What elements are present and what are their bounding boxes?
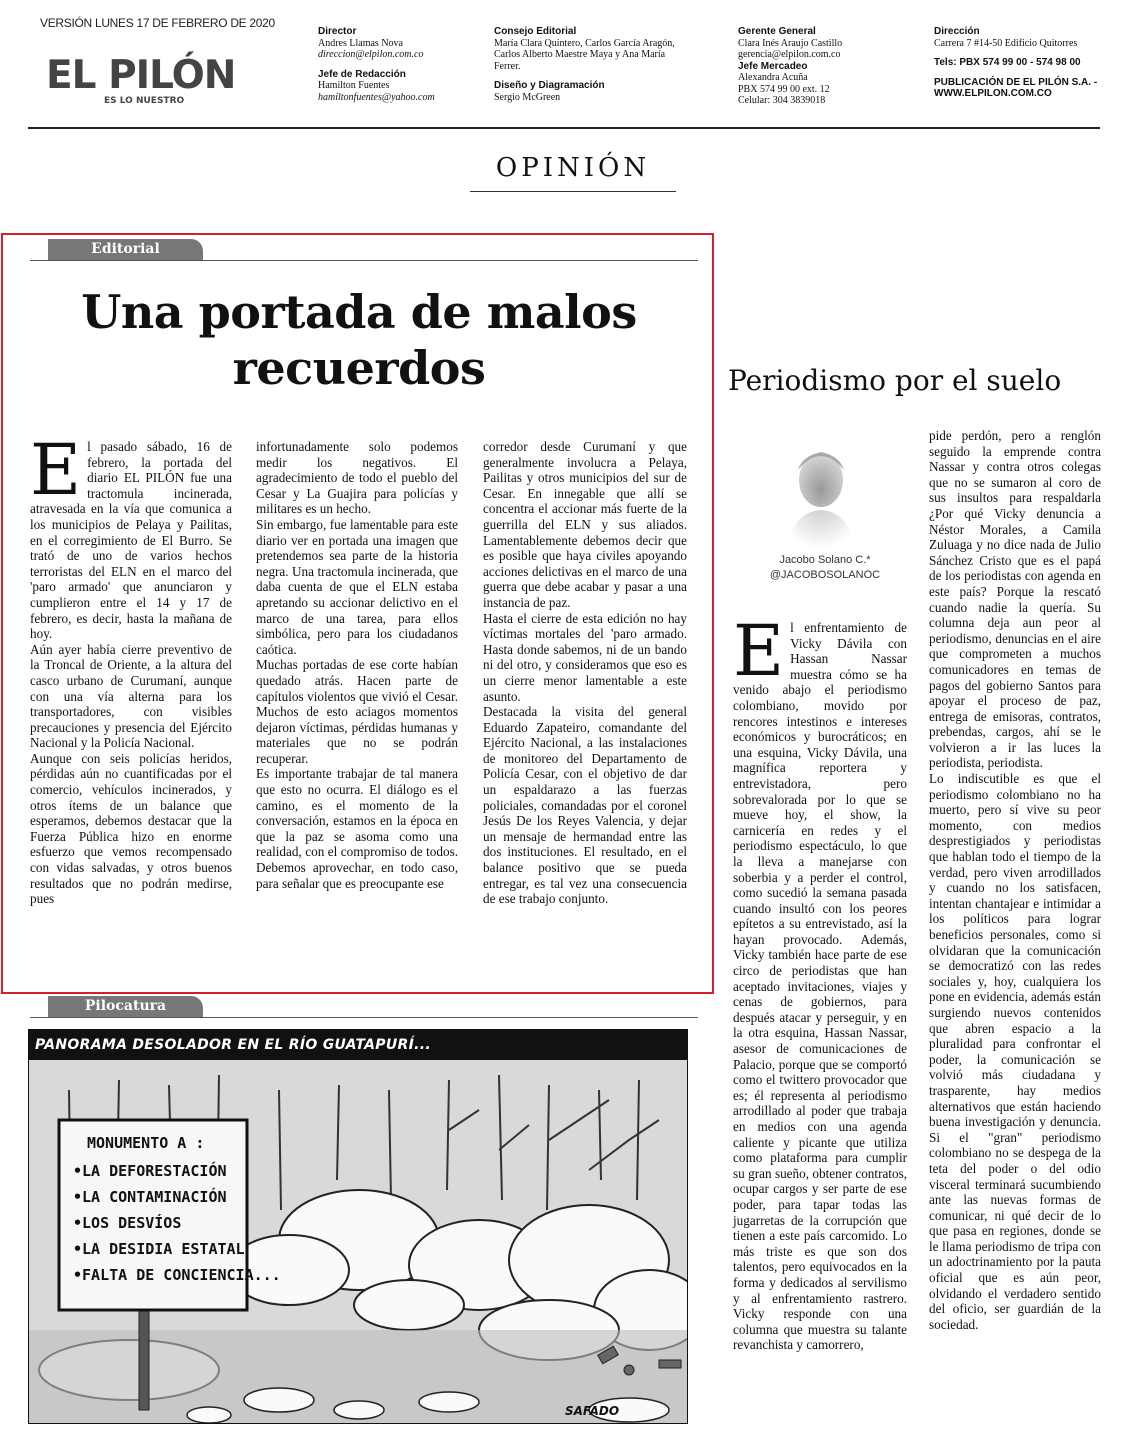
editorial-paragraph: infortunadamente solo podemos medir los negativos. El agradecimiento de todo el pueblo del Cesar y La Guajira para policías y militares es un hecho. xyxy=(256,439,458,517)
editorial-paragraph: Aún ayer había cierre preventivo de la Troncal de Oriente, a la altura del casco urbano de Curumaní, aunque con una vía alterna para los transportadores, con visibles precauciones y presencia del Ejército Nacional y la Policía Nacional. xyxy=(30,641,232,751)
edition-date: VERSIÓN LUNES 17 DE FEBRERO DE 2020 xyxy=(40,16,275,30)
staff-column-consejo xyxy=(494,26,714,103)
editorial-paragraph: l pasado sábado, 16 de febrero, la portada del diario EL PILÓN fue una tractomula incinerada, atravesada en la vía que comunica a los municipios de Pelaya y Pailitas, en el corregimiento de El Burro. Se trató de uno de varios hechos terroristas del ELN en el marco del 'paro armado' que anunciaron y cumplieron entre el 14 y 17 de febrero, es decir, hasta la mañana de hoy. xyxy=(30,439,232,642)
publisher-website: WWW.ELPILON.COM.CO xyxy=(934,88,1052,99)
staff-address: Carrera 7 #14-50 Edificio Quitorres xyxy=(934,37,1078,49)
editorial-cartoon xyxy=(28,1029,688,1424)
editorial-tab: Editorial xyxy=(48,239,203,261)
section-title: OPINIÓN xyxy=(495,153,651,183)
author-photo xyxy=(780,440,862,550)
staff-label: Jefe de Redacción xyxy=(318,68,406,80)
staff-label: Diseño y Diagramación xyxy=(494,80,605,91)
author-twitter-handle: @JACOBOSOLANOC xyxy=(769,569,881,581)
staff-label: Dirección xyxy=(934,26,980,37)
staff-name: María Clara Quintero, Carlos García Aragón, xyxy=(494,37,675,49)
staff-email: direccion@elpilon.com.co xyxy=(318,49,424,60)
staff-phone: Celular: 304 3839018 xyxy=(738,95,826,106)
staff-email: hamiltonfuentes@yahoo.com xyxy=(318,91,435,103)
cartoonist-signature: SAFADO xyxy=(565,1404,620,1418)
masthead-divider xyxy=(28,127,1100,129)
editorial-paragraph: Es importante trabajar de tal manera que esto no ocurra. El diálogo es el camino, es el momento de la conversación, estamos en la época en que la paz se asoma como una realidad, con el compromiso de todos. Debemos aprovechar, en todo caso, para señalar que es preocupante ese xyxy=(256,766,458,891)
staff-phone: Tels: PBX 574 99 00 - 574 98 00 xyxy=(934,57,1081,68)
newspaper-logo: EL PILÓN xyxy=(46,53,236,98)
staff-email: gerencia@elpilon.com.co xyxy=(738,49,841,60)
cartoon-drawing xyxy=(29,1030,688,1424)
staff-name: Alexandra Acuña xyxy=(738,72,808,83)
sign-item: •LA DEFORESTACIÓN xyxy=(73,1162,227,1180)
staff-name: Andres Llamas Nova xyxy=(318,37,403,49)
staff-label: Gerente General xyxy=(738,26,816,37)
cartoon-banner: PANORAMA DESOLADOR EN EL RÍO GUATAPURÍ... xyxy=(29,1030,687,1060)
column-body-1 xyxy=(733,610,907,1353)
column-paragraph: pide perdón, pero a renglón seguido la emprende contra Nassar y contra otros colegas que no se sumaron al coro de sus insultos para respaldarla ¿Por qué Vicky denuncia a Néstor Morales, a Camila Zuluaga y no dice nada de Julio Sánchez Cristo que es el papá de los periodistas con agenda en este país? Porque la rescató cuando nadie la quería. Su columna deja aun peor al periodismo, denuncias en el aire que comprometen a muchos comunicadores en temas de pagos del gobierno Santos para apoyar el proceso de paz, entrega de emisoras, contratos, prebendas, cargos, ahí se le volvieron a ir las luces la periodista, periodista. xyxy=(929,428,1101,771)
staff-name: Hamilton Fuentes xyxy=(318,80,390,91)
editorial-paragraph: corredor desde Curumaní y que generalmente involucra a Pelaya, Pailitas y otros municipios del sur de Cesar. En innegable que allí se concentra el accionar más fuerte de la guerrilla del ELN y sus aliados. Lamentablemente debemos decir que es posible que haya civiles apoyando acciones delictivas en el marco de una guerra que debe acabar y pasar a una instancia de paz. xyxy=(483,439,687,610)
staff-label: Jefe Mercadeo xyxy=(738,60,808,72)
editorial-headline: Una portada de malos recuerdos xyxy=(81,285,637,395)
logo-tagline: ES LO NUESTRO xyxy=(104,96,185,106)
staff-name: Clara Inés Araujo Castillo xyxy=(738,37,843,49)
staff-name: Sergio McGreen xyxy=(494,91,561,103)
column-dropcap: E xyxy=(733,610,785,692)
editorial-paragraph: Muchas portadas de ese corte habían quedado atrás. Hacen parte de capítulos violentos que vivió el Cesar. Muchos de esto aciagos momentos dejaron víctimas, pérdidas humanas y materiales que no se podrán recuperar. xyxy=(256,657,458,766)
staff-name: Ferrer. xyxy=(494,60,521,72)
editorial-paragraph: Sin embargo, fue lamentable para este diario ver en portada una imagen que pretendemos sea parte de la historia negra. Una tractomula incinerada, que daba cuenta de que el ELN estaba apretando su accionar delictivo en el marco de una tarea, para ellos simbólica, pero para los ciudadanos caótica. xyxy=(256,516,458,657)
editorial-paragraph: Aunque con seis policías heridos, pérdidas aún no cuantificadas por el comercio, vehículos incinerados, y otros ítems de un balance que esperamos, debemos destacar que la Fuerza Pública hizo en enorme esfuerzo que vemos recompensado con vidas salvadas, y otros buenos resultados que no podrán medirse, pues xyxy=(30,750,232,907)
sign-item: •LOS DESVÍOS xyxy=(73,1214,182,1232)
publisher-line: PUBLICACIÓN DE EL PILÓN S.A. - xyxy=(934,76,1098,88)
sign-item: •FALTA DE CONCIENCIA... xyxy=(73,1266,281,1284)
column-paragraph: Lo indiscutible es que el periodismo colombiano no ha muerto, pero sí vive su peor momento, con medios desprestigiados y periodistas que hablan todo el tiempo de la verdad, pero viven arrodillados y cuando no los satisfacen, intentan chantajear e intimidar a los políticos para lograr beneficios personales, como si olvidaran que la comunicación se democratizó con las redes sociales y, hoy, cualquiera los pone en evidencia, además están surgiendo nuevos contenidos que abren espacio a la pluralidad para confrontar el poder, la comunicación se volvió más ciudadana y trasparente, hay medios alternativos que están haciendo buena investigación y denuncia. Si el "gran" periodismo colombiano no se despega de la teta del poder o del odio visceral terminará sucumbiendo ante las nuevas formas de comunicar, ni qué decir de lo que pasa en regiones, donde se le llama periodismo de tripa con un adoctrinamiento por la pauta oficial que es aún peor, olvidando el verdadero sentido del oficio, ser guardián de la sociedad. xyxy=(929,771,1101,1332)
editorial-tab-rule xyxy=(30,260,698,261)
sign-post xyxy=(139,1300,149,1410)
column-headline: Periodismo por el suelo xyxy=(728,364,1062,397)
sign-title: MONUMENTO A : xyxy=(87,1134,205,1152)
staff-label: Director xyxy=(318,26,357,37)
staff-phone: PBX 574 99 00 ext. 12 xyxy=(738,83,830,95)
pilocatura-tab-rule xyxy=(30,1017,698,1018)
editorial-paragraph: Hasta el cierre de esta edición no hay víctimas mortales del 'paro armado. Hasta donde sabemos, ni de un bando ni del otro, y consideramos que eso es un cierre menor lamentable a este asunto. xyxy=(483,610,687,704)
staff-column-gerencia xyxy=(738,26,918,107)
staff-column-direccion xyxy=(934,26,1104,100)
sign-item: •LA DESIDIA ESTATAL xyxy=(73,1240,245,1258)
section-title-underline xyxy=(470,191,676,192)
editorial-dropcap: E xyxy=(30,429,82,511)
editorial-column-3 xyxy=(483,439,687,907)
staff-column-director xyxy=(318,26,488,103)
editorial-column-2 xyxy=(256,439,458,891)
staff-label: Consejo Editorial xyxy=(494,26,577,37)
staff-name: Carlos Alberto Maestre Maya y Ana María xyxy=(494,49,666,60)
editorial-paragraph: Destacada la visita del general Eduardo Zapateiro, comandante del Ejército Nacional, a las instalaciones de monitoreo del Departamento de Policía Cesar, con el objetivo de dar un espaldarazo a las fuerzas policiales, comandadas por el coronel Jesús De los Reyes Valencia, y dejar un mensaje de hermandad entre las dos instituciones. El resultado, en el balance positivo que se pueda entregar, es tal vez una consecuencia de ese trabajo conjunto. xyxy=(483,704,687,907)
column-body-2 xyxy=(929,428,1101,1332)
editorial-column-1 xyxy=(30,429,232,907)
column-paragraph: l enfrentamiento de Vicky Dávila con Hassan Nassar muestra cómo se ha venido abajo el periodismo colombiano, movido por rencores intestinos e intereses económicos y burocráticos; en una esquina, Vicky Dávila, una magnífica reportera y entrevistadora, pero sobrevalorada por lo que se mueve hoy, el show, la carnicería en redes y el periodismo espectáculo, lo que la lleva a manejarse con soberbia y a perder el control, como sucedió la semana pasada cuando insultó con los peores epítetos a su entrevistado, así la hayan provocado. Además, Vicky también hace parte de ese circo de periodistas que han aceptado invitaciones, viajes y cenas de gobiernos, para después atacar y perseguir, y en la otra esquina, Hassan Nassar, asesor de comunicaciones de Palacio, porque que se comportó como el twittero provocador que es; él representa al periodismo arrodillado al poder que trabaja en medios con una agenda caliente y picante que utiliza como plataforma para cumplir su gran sueño, obtener contratos, ocupar cargos y ser parte de ese poder, para tapar todas las jugarretas de la corrupción que tienen a este país carcomido. Lo más triste es que son dos talentos, pero equivocados en la forma y dedicados al servilismo y al enfrentamiento rastrero. Vicky responde con una columna que muestra su talante revanchista y camorrero, xyxy=(733,620,907,1353)
author-name: Jacobo Solano C.* xyxy=(779,554,871,566)
sign-item: •LA CONTAMINACIÓN xyxy=(73,1188,227,1206)
pilocatura-tab: Pilocatura xyxy=(48,996,203,1018)
author-byline xyxy=(760,553,890,583)
